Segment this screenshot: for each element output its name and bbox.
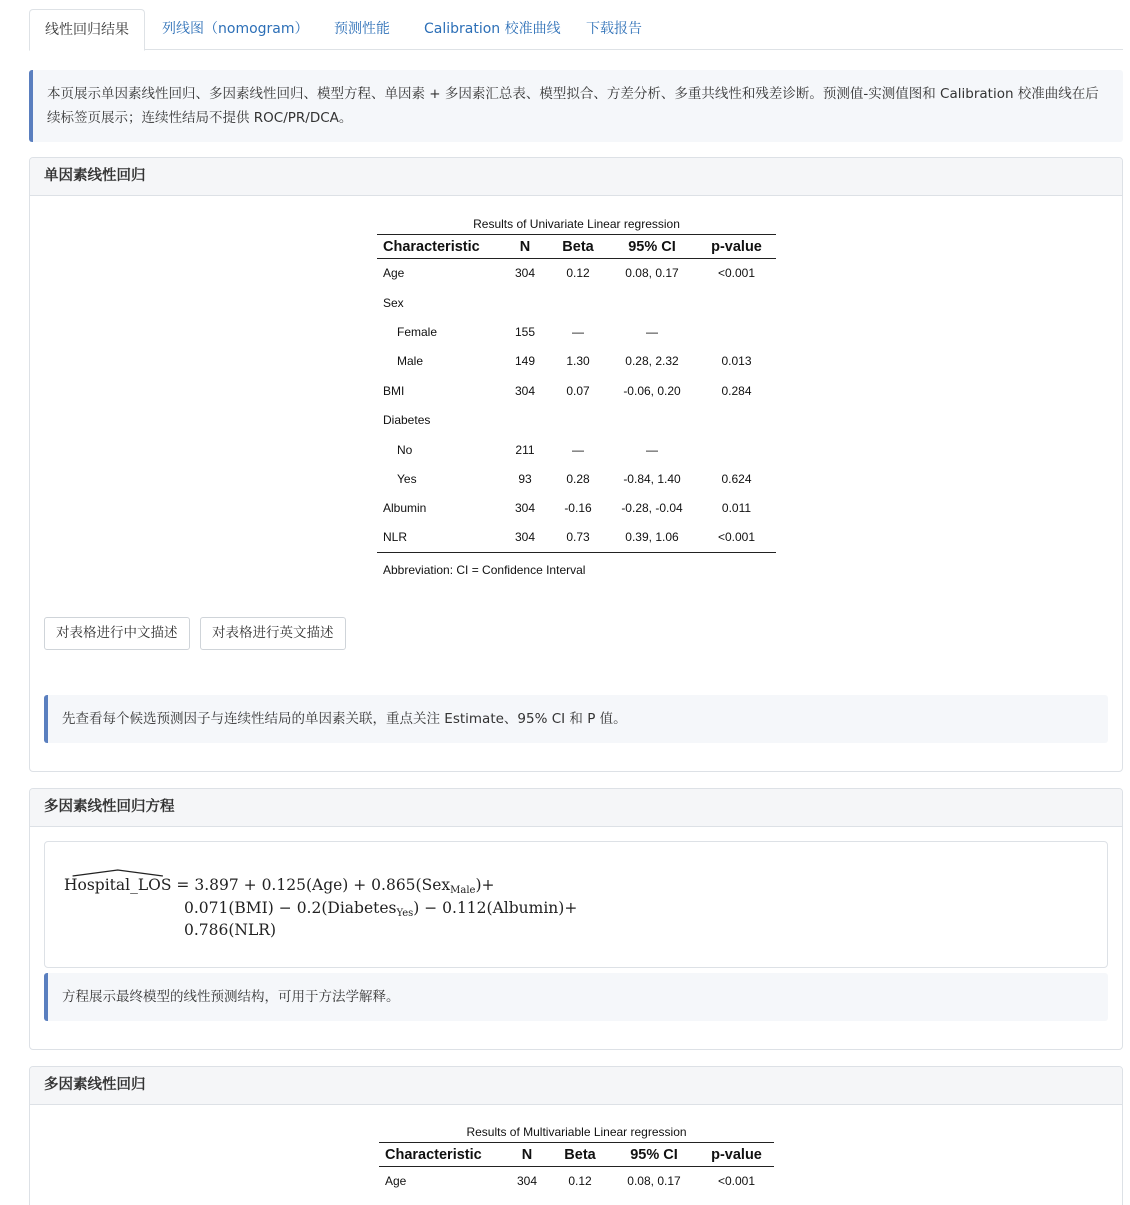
table-row <box>377 317 776 346</box>
equation-lhs: Hospital_LOS <box>64 876 171 894</box>
col-beta: Beta <box>551 1143 609 1167</box>
equation-term-2a: 0.071(BMI) − 0.2(Diabetes <box>184 899 397 917</box>
equation-term-3: 0.786(NLR) <box>184 921 276 939</box>
equation-term-1b: )+ <box>475 876 495 894</box>
equation-line-1 <box>64 876 495 896</box>
equation-box <box>44 841 1108 968</box>
cell-beta: 0.12 <box>566 266 590 281</box>
cell-characteristic: Age <box>385 1174 407 1189</box>
cell-ci: 0.28, 2.32 <box>625 354 679 369</box>
table-row <box>377 347 776 376</box>
cell-characteristic: Male <box>397 354 424 369</box>
multivariate-section-title: 多因素线性回归 <box>30 1067 1122 1105</box>
cell-n: 93 <box>518 471 532 486</box>
cell-p: 0.624 <box>721 471 752 486</box>
table-row <box>377 523 776 552</box>
tab-nomogram[interactable]: 列线图（nomogram） <box>162 21 309 37</box>
cell-beta: -0.16 <box>564 501 592 516</box>
multivariate-table-title: Results of Multivariable Linear regression <box>466 1125 687 1139</box>
tab-linear-regression-results[interactable]: 线性回归结果 <box>29 9 145 51</box>
table-row <box>379 1167 774 1196</box>
cell-beta: — <box>572 324 584 339</box>
tab-bar <box>29 9 1123 50</box>
col-n: N <box>501 235 549 259</box>
cell-ci: 0.39, 1.06 <box>607 523 697 552</box>
univariate-section-title: 单因素线性回归 <box>30 158 1122 196</box>
equation-sub-yes: Yes <box>396 908 414 919</box>
equation-panel <box>29 788 1123 1050</box>
univariate-note-text: 先查看每个候选预测因子与连续性结局的单因素关联，重点关注 Estimate、95% CI 和 P 值。 <box>62 711 627 727</box>
cell-beta: 0.07 <box>566 383 590 398</box>
cell-n: 304 <box>514 383 536 398</box>
univariate-note <box>44 695 1108 743</box>
cell-p: 0.013 <box>721 354 752 369</box>
tab-download-report[interactable]: 下载报告 <box>586 21 642 37</box>
cell-ci: -0.28, -0.04 <box>621 501 683 516</box>
col-ci: 95% CI <box>609 1143 699 1167</box>
cell-characteristic: Female <box>397 324 438 339</box>
cell-characteristic: Yes <box>397 471 417 486</box>
equation-sub-male: Male <box>450 885 476 896</box>
cell-p <box>697 288 776 317</box>
univariate-panel <box>29 157 1123 772</box>
cell-n: 149 <box>514 354 536 369</box>
cell-beta: 0.28 <box>566 471 590 486</box>
cell-ci: -0.06, 0.20 <box>623 383 681 398</box>
cell-characteristic: Albumin <box>383 501 427 516</box>
cell-ci: — <box>646 442 658 457</box>
cell-p: <0.001 <box>697 523 776 552</box>
cell-ci: -0.84, 1.40 <box>623 471 681 486</box>
cell-p <box>697 405 776 434</box>
equation-line-3 <box>184 921 276 939</box>
cell-characteristic: Diabetes <box>383 413 431 428</box>
table-row <box>377 376 776 405</box>
intro-text: 本页展示单因素线性回归、多因素线性回归、模型方程、单因素 + 多因素汇总表、模型拟合、方差分析、多重共线性和残差诊断。预测值-实测值图和 Calibration 校准曲线在后续标签页展示；连续性结局不提供 ROC/PR/DCA。 <box>47 86 1099 126</box>
cell-beta: — <box>572 442 584 457</box>
cell-ci: 0.08, 0.17 <box>625 266 679 281</box>
cell-n: 155 <box>514 324 536 339</box>
cell-p <box>697 435 776 464</box>
cell-beta: 0.12 <box>568 1174 592 1189</box>
cell-p: 0.011 <box>721 501 752 516</box>
equation-equals: = <box>176 876 190 894</box>
cell-n: 304 <box>514 501 536 516</box>
equation-note <box>44 973 1108 1021</box>
multivariate-table <box>379 1122 774 1196</box>
cell-p: 0.284 <box>721 383 752 398</box>
col-p-value: p-value <box>699 1143 774 1167</box>
col-characteristic: Characteristic <box>377 235 501 259</box>
cell-characteristic: No <box>397 442 413 457</box>
equation-line-2 <box>184 899 577 919</box>
cell-n: 211 <box>515 442 535 457</box>
cell-n <box>501 288 549 317</box>
cell-ci: 0.08, 0.17 <box>627 1174 681 1189</box>
equation-term-2b: ) − 0.112(Albumin)+ <box>413 899 578 917</box>
describe-table-english-button[interactable]: 对表格进行英文描述 <box>200 617 346 650</box>
table-row <box>377 259 776 288</box>
col-ci: 95% CI <box>607 235 697 259</box>
tab-calibration-curve[interactable]: Calibration 校准曲线 <box>424 21 561 37</box>
cell-characteristic: NLR <box>377 523 501 552</box>
table-row <box>377 288 776 317</box>
cell-ci: — <box>646 324 658 339</box>
cell-beta <box>549 405 607 434</box>
univariate-table <box>377 214 776 583</box>
col-p-value: p-value <box>697 235 776 259</box>
table-row <box>377 494 776 523</box>
cell-characteristic: Sex <box>383 295 404 310</box>
describe-table-chinese-button[interactable]: 对表格进行中文描述 <box>44 617 190 650</box>
table-row <box>377 405 776 434</box>
cell-n: 304 <box>514 266 536 281</box>
cell-beta: 1.30 <box>566 354 590 369</box>
table-row <box>377 435 776 464</box>
equation-section-title: 多因素线性回归方程 <box>30 789 1122 827</box>
cell-n: 304 <box>501 523 549 552</box>
cell-p: <0.001 <box>717 266 756 281</box>
intro-callout <box>29 70 1123 142</box>
hat-accent-icon <box>64 869 171 877</box>
cell-ci <box>607 405 697 434</box>
univariate-table-footnote: Abbreviation: CI = Confidence Interval <box>383 562 586 577</box>
table-row <box>377 464 776 493</box>
cell-beta <box>549 288 607 317</box>
equation-term-1a: 3.897 + 0.125(Age) + 0.865(Sex <box>194 876 451 894</box>
cell-ci <box>607 288 697 317</box>
multivariate-panel <box>29 1066 1123 1205</box>
equation-note-text: 方程展示最终模型的线性预测结构，可用于方法学解释。 <box>62 989 400 1005</box>
cell-n: 304 <box>516 1174 538 1189</box>
cell-p <box>697 317 776 346</box>
univariate-table-title: Results of Univariate Linear regression <box>473 217 680 231</box>
cell-n <box>501 405 549 434</box>
col-n: N <box>503 1143 551 1167</box>
cell-characteristic: Age <box>383 266 405 281</box>
cell-p: <0.001 <box>717 1174 756 1189</box>
tab-prediction-performance[interactable]: 预测性能 <box>334 21 390 37</box>
cell-characteristic: BMI <box>383 383 405 398</box>
cell-beta: 0.73 <box>549 523 607 552</box>
col-beta: Beta <box>549 235 607 259</box>
col-characteristic: Characteristic <box>379 1143 503 1167</box>
